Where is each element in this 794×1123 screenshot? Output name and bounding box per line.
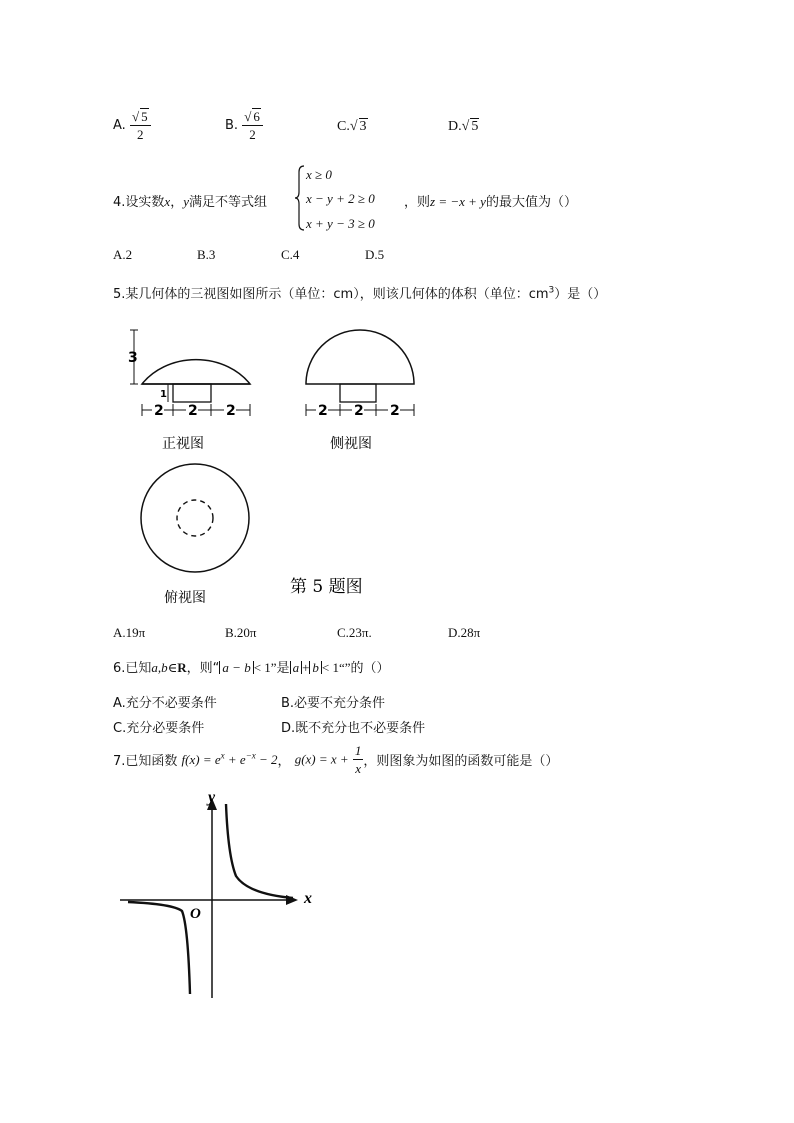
x-axis-label: x [304, 890, 312, 907]
left-brace-icon [294, 164, 306, 232]
text: ， [277, 754, 291, 769]
reals-symbol: R [177, 660, 187, 675]
text: 5.某几何体的三视图如图所示（单位：cm），则该几何体的体积（单位：cm [113, 287, 549, 302]
text: ，则图象为如图的函数可能是（） [363, 754, 559, 769]
side-view [306, 330, 414, 452]
superscript: x [220, 750, 225, 761]
dim-1-label: 1 [160, 389, 167, 400]
option-label: A. [113, 118, 126, 133]
symbol: + [302, 660, 310, 675]
q4-option-b: B.3 [197, 247, 216, 262]
f-definition: f(x) = e [181, 752, 221, 768]
fraction: $\frac{√ 5}{2}$ [130, 108, 151, 143]
top-view [141, 464, 249, 606]
numerator: 1 [354, 743, 362, 758]
q4-stem-right [404, 191, 577, 210]
text: 4.设实数 [113, 195, 165, 210]
q6-option-c: C.充分必要条件 [113, 721, 205, 736]
symbol: ∈ [167, 660, 178, 675]
q3-option-b [225, 108, 263, 143]
superscript: −x [245, 750, 256, 761]
dim-2-label: 2 [154, 403, 164, 419]
text: ， [170, 195, 184, 210]
absolute-value: a [290, 661, 303, 674]
numerator: 5 [141, 109, 148, 124]
q5-stem [113, 283, 606, 302]
q4-inequality-2: x − y + 2 ≥ 0 [306, 191, 375, 206]
option-label: D. [448, 119, 462, 134]
q3-option-c: C.√ 3 [337, 119, 367, 134]
text: − 2 [255, 752, 278, 768]
dim-2-label: 2 [318, 403, 328, 419]
text: 7.已知函数 [113, 754, 178, 769]
radicand: 3 [359, 119, 367, 134]
figure-caption: 第 5 题图 [290, 577, 363, 597]
text: ，则“ [186, 661, 220, 676]
denominator: 2 [137, 127, 144, 142]
absolute-value: a − b [219, 661, 253, 674]
expression: z = −x + y [430, 194, 486, 209]
q6-option-d: D.既不充分也不必要条件 [281, 721, 426, 736]
text: 的最大值为（） [485, 195, 577, 210]
g-definition: g(x) = x + [294, 751, 349, 767]
q5-option-a: A.19π [113, 625, 146, 640]
absolute-value: b [309, 661, 322, 674]
q5-option-c: C.23π. [337, 625, 372, 640]
q4-stem-left [113, 191, 267, 210]
front-view-label: 正视图 [162, 436, 204, 452]
q5-option-b: B.20π [225, 625, 257, 640]
dim-2-label: 2 [354, 403, 364, 419]
function-graph [118, 786, 328, 1001]
text: ）是（） [554, 287, 607, 302]
q6-option-a: A.充分不必要条件 [113, 696, 217, 711]
q4-inequality-1: x ≥ 0 [306, 167, 332, 182]
dim-2-label: 2 [188, 403, 198, 419]
q4-option-c: C.4 [281, 247, 300, 262]
option-label: C. [337, 119, 350, 134]
q6-stem [113, 657, 390, 676]
numerator: 6 [253, 109, 260, 124]
top-view-label: 俯视图 [164, 590, 206, 606]
var: y [183, 194, 189, 209]
side-view-label: 侧视图 [330, 436, 372, 452]
superscript: 3 [548, 285, 555, 296]
three-view-diagram [120, 320, 440, 610]
text: ，则 [404, 195, 431, 210]
var: x [164, 194, 171, 209]
fraction [353, 742, 364, 777]
dim-2-label: 2 [390, 403, 400, 419]
q5-option-d: D.28π [448, 625, 481, 640]
dim-2-label: 2 [226, 403, 236, 419]
q7-stem [113, 742, 558, 777]
text: + e [224, 752, 246, 768]
q3-option-d: D.√ 5 [448, 119, 479, 134]
q4-inequality-3: x + y − 3 ≥ 0 [306, 216, 375, 231]
option-label: B. [225, 118, 239, 133]
text: 满足不等式组 [188, 195, 267, 210]
fraction: $\frac{√ 6}{2}$ [242, 108, 263, 143]
front-view [128, 330, 250, 452]
denominator: x [355, 761, 361, 776]
vars: a,b [151, 660, 168, 675]
dim-3-label: 3 [128, 350, 138, 366]
origin-label: O [190, 906, 201, 922]
radicand: 5 [471, 119, 479, 134]
q3-option-a [113, 108, 151, 143]
q4-option-a: A.2 [113, 247, 133, 262]
y-axis-label: y [208, 789, 216, 806]
text: < 1”是 [253, 660, 290, 675]
text: 6.已知 [113, 661, 152, 676]
text: < 1“”的（） [321, 660, 390, 675]
denominator: 2 [249, 127, 256, 142]
q4-option-d: D.5 [365, 247, 385, 262]
q6-option-b: B.必要不充分条件 [281, 696, 386, 711]
